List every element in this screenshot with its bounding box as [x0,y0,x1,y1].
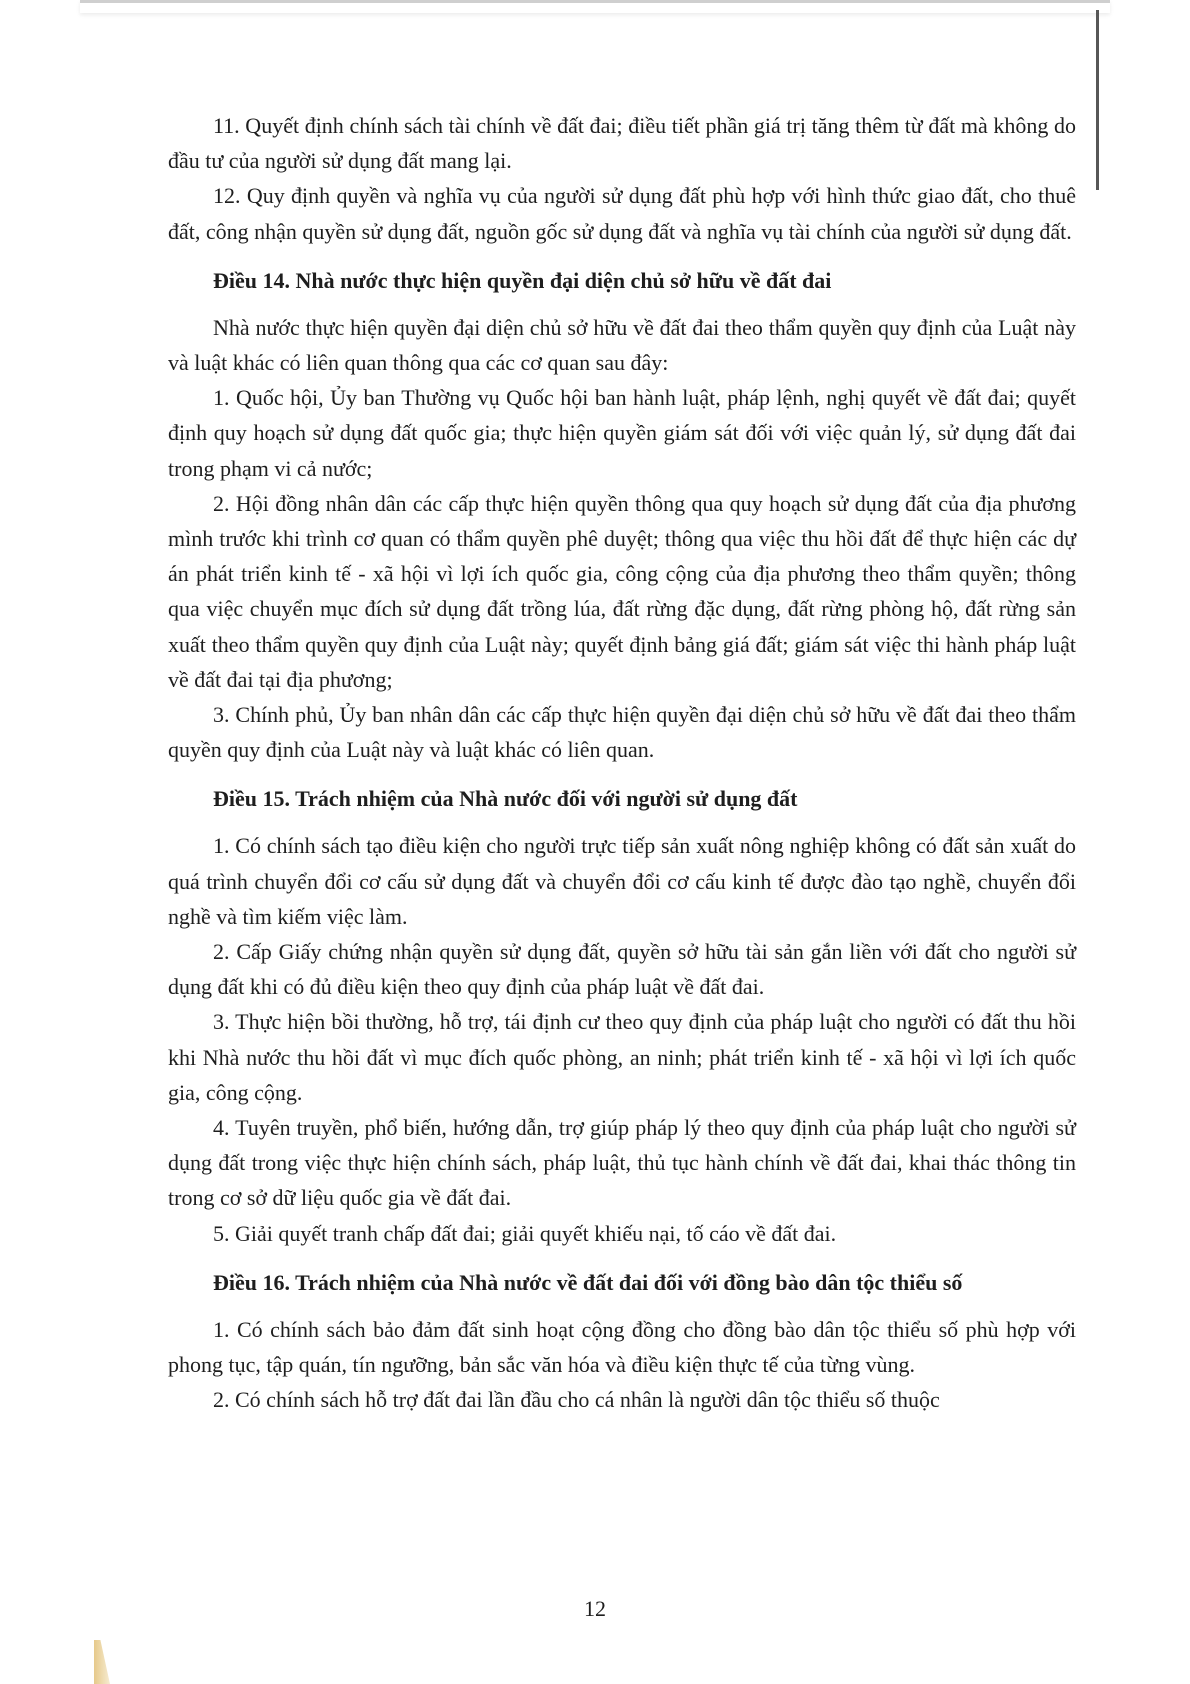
article-14-heading: Điều 14. Nhà nước thực hiện quyền đại diện chủ sở hữu về đất đai [213,267,832,293]
article-15-clause-4: 4. Tuyên truyền, phổ biến, hướng dẫn, trợ giúp pháp lý theo quy định của pháp luật cho người sử dụng đất trong việc thực hiện chính sách, pháp luật, thủ tục hành chính về đất đai, khai thác thông tin trong cơ sở dữ liệu quốc gia về đất đai. [168,1115,1076,1211]
article-15-clause-3: 3. Thực hiện bồi thường, hỗ trợ, tái định cư theo quy định của pháp luật cho người có đất thu hồi khi Nhà nước thu hồi đất vì mục đích quốc phòng, an ninh; phát triển kinh tế - xã hội vì lợi ích quốc gia, công cộng. [168,1009,1076,1105]
article-16-heading: Điều 16. Trách nhiệm của Nhà nước về đất đai đối với đồng bào dân tộc thiểu số [213,1269,963,1295]
article-14-clause-1: 1. Quốc hội, Ủy ban Thường vụ Quốc hội ban hành luật, pháp lệnh, nghị quyết về đất đai; quyết định quy hoạch sử dụng đất quốc gia; thực hiện quyền giám sát đối với việc quản lý, sử dụng đất đai trong phạm vi cả nước; [168,385,1076,481]
article-15-clause-1: 1. Có chính sách tạo điều kiện cho người trực tiếp sản xuất nông nghiệp không có đất sản xuất do quá trình chuyển đổi cơ cấu sử dụng đất và chuyển đổi cơ cấu kinh tế được đào tạo nghề, chuyển đổi nghề và tìm kiếm việc làm. [168,833,1076,929]
clause-12: 12. Quy định quyền và nghĩa vụ của người sử dụng đất phù hợp với hình thức giao đất, cho thuê đất, công nhận quyền sử dụng đất, nguồn gốc sử dụng đất và nghĩa vụ tài chính của người sử dụng đất. [168,183,1076,244]
article-14-clause-3: 3. Chính phủ, Ủy ban nhân dân các cấp thực hiện quyền đại diện chủ sở hữu về đất đai theo thẩm quyền quy định của Luật này và luật khác có liên quan. [168,702,1076,763]
scan-edge-top [80,0,1110,13]
article-15-clause-2: 2. Cấp Giấy chứng nhận quyền sử dụng đất, quyền sở hữu tài sản gắn liền với đất cho người sử dụng đất khi có đủ điều kiện theo quy định của pháp luật về đất đai. [168,939,1076,1000]
page-number: 12 [584,1596,606,1621]
article-15-heading: Điều 15. Trách nhiệm của Nhà nước đối với người sử dụng đất [213,786,798,812]
page-content [168,108,1076,1418]
article-14-clause-2: 2. Hội đồng nhân dân các cấp thực hiện quyền thông qua quy hoạch sử dụng đất của địa phương mình trước khi trình cơ quan có thẩm quyền phê duyệt; thông qua việc thu hồi đất để thực hiện các dự án phát triển kinh tế - xã hội vì lợi ích quốc gia, công cộng của địa phương theo thẩm quyền; thông qua việc chuyển mục đích sử dụng đất trồng lúa, đất rừng đặc dụng, đất rừng phòng hộ, đất rừng sản xuất theo thẩm quyền quy định của Luật này; quyết định bảng giá đất; giám sát việc thi hành pháp luật về đất đai tại địa phương; [168,490,1076,692]
article-16-clause-2: 2. Có chính sách hỗ trợ đất đai lần đầu cho cá nhân là người dân tộc thiểu số thuộc [213,1387,940,1413]
article-15-clause-5: 5. Giải quyết tranh chấp đất đai; giải quyết khiếu nại, tố cáo về đất đai. [213,1220,837,1246]
scan-edge-right [1096,10,1099,190]
clause-11: 11. Quyết định chính sách tài chính về đất đai; điều tiết phần giá trị tăng thêm từ đất mà không do đầu tư của người sử dụng đất mang lại. [168,113,1076,174]
article-14-intro: Nhà nước thực hiện quyền đại diện chủ sở hữu về đất đai theo thẩm quyền quy định của Luật này và luật khác có liên quan thông qua các cơ quan sau đây: [168,314,1076,376]
article-16-clause-1: 1. Có chính sách bảo đảm đất sinh hoạt cộng đồng cho đồng bào dân tộc thiểu số phù hợp với phong tục, tập quán, tín ngưỡng, bản sắc văn hóa và điều kiện thực tế của từng vùng. [168,1316,1076,1378]
scan-shadow [94,1640,110,1684]
